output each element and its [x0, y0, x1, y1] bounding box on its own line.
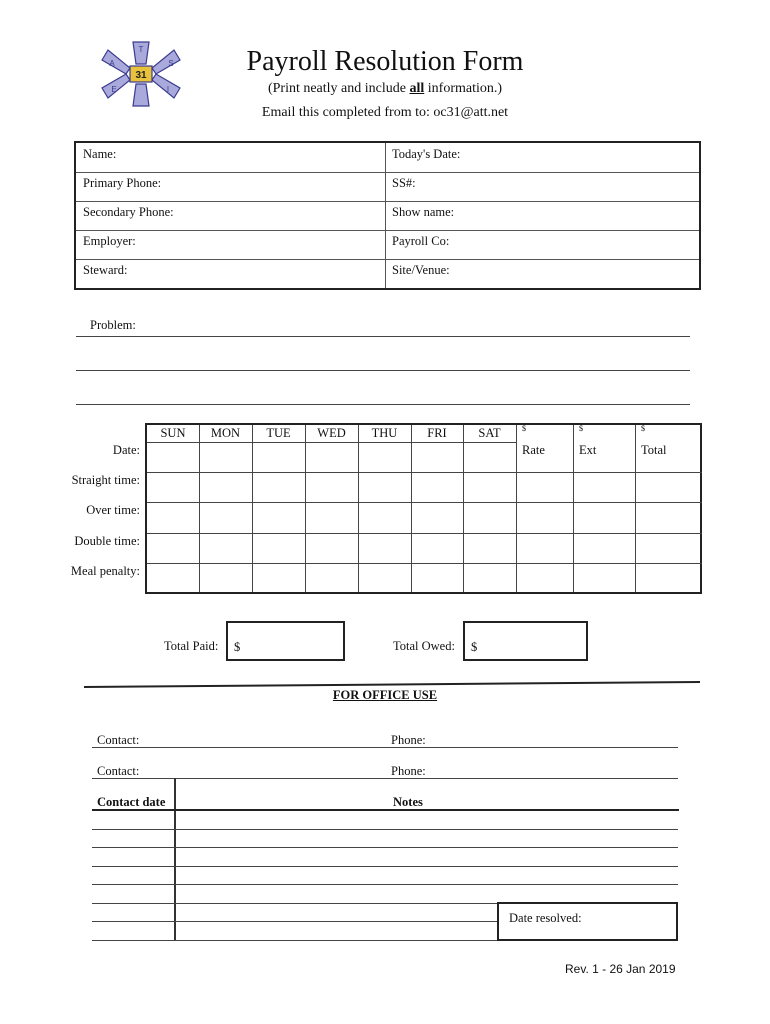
phone-label: Phone:	[391, 764, 426, 778]
total-owed-label: Total Owed:	[393, 639, 455, 653]
contact-line[interactable]	[92, 747, 678, 748]
grid-column-divider	[411, 425, 412, 592]
grid-row-divider	[147, 502, 702, 503]
total-paid-label: Total Paid:	[164, 639, 219, 653]
day-header-sat: SAT	[478, 426, 501, 440]
row-label: Date:	[112, 443, 140, 457]
logo-letter: I	[166, 85, 170, 94]
grid-column-divider	[573, 425, 574, 592]
money-header-ext: Ext	[579, 443, 597, 457]
day-header-wed: WED	[317, 426, 346, 440]
notes-line[interactable]	[92, 884, 678, 885]
email-line: Email this completed from to: oc31@att.net	[261, 105, 509, 120]
grid-column-divider	[516, 425, 517, 592]
contact-label: Contact:	[97, 733, 140, 747]
logo-number: 31	[135, 70, 147, 81]
name-field[interactable]: Name:	[83, 147, 117, 161]
notes-line[interactable]	[92, 847, 678, 848]
day-header-thu: THU	[371, 426, 398, 440]
logo-letter: E	[111, 85, 117, 94]
phone-label: Phone:	[391, 733, 426, 747]
grid-column-divider	[305, 425, 306, 592]
grid-column-divider	[463, 425, 464, 592]
total-paid-box[interactable]	[226, 621, 345, 661]
row-label: Double time:	[74, 534, 140, 548]
grid-row-divider	[147, 442, 516, 443]
page-title: Payroll Resolution Form	[246, 46, 524, 77]
notes-line[interactable]	[92, 866, 678, 867]
notes-line[interactable]	[92, 829, 678, 830]
notes-header-line	[92, 809, 679, 811]
logo-letter: S	[168, 59, 174, 68]
office-use-heading: FOR OFFICE USE	[332, 688, 438, 702]
problem-line[interactable]	[76, 404, 690, 405]
steward-field[interactable]: Steward:	[83, 263, 128, 277]
site-venue-field[interactable]: Site/Venue:	[392, 263, 450, 277]
currency-sign: $	[471, 640, 478, 654]
grid-row-divider	[147, 472, 702, 473]
row-label: Meal penalty:	[70, 564, 140, 578]
row-label: Straight time:	[71, 473, 140, 487]
day-header-fri: FRI	[427, 426, 447, 440]
currency-sign: $	[234, 640, 241, 654]
grid-column-divider	[252, 425, 253, 592]
money-marker: $	[522, 424, 526, 433]
grid-row-divider	[147, 563, 702, 564]
notes-line[interactable]	[92, 940, 497, 941]
day-header-sun: SUN	[160, 426, 186, 440]
todays-date-field[interactable]: Today's Date:	[392, 147, 461, 161]
payroll-co-field[interactable]: Payroll Co:	[392, 234, 450, 248]
grid-column-divider	[358, 425, 359, 592]
employer-field[interactable]: Employer:	[83, 234, 136, 248]
money-header-total: Total	[641, 443, 667, 457]
contact-info-box	[74, 141, 701, 290]
money-header-rate: Rate	[522, 443, 545, 457]
notes-line[interactable]	[92, 921, 497, 922]
logo-letter: A	[109, 59, 115, 68]
logo-letter: T	[138, 45, 144, 54]
row-label: Over time:	[86, 503, 140, 517]
notes-header: Notes	[393, 795, 423, 809]
grid-column-divider	[199, 425, 200, 592]
day-header-tue: TUE	[266, 426, 291, 440]
money-marker: $	[641, 424, 645, 433]
notes-column-divider	[174, 778, 176, 940]
contact-label: Contact:	[97, 764, 140, 778]
contact-date-header: Contact date	[97, 795, 166, 809]
contact-line[interactable]	[92, 778, 678, 779]
ssn-field[interactable]: SS#:	[392, 176, 416, 190]
revision-label: Rev. 1 - 26 Jan 2019	[565, 962, 676, 976]
problem-label: Problem:	[90, 318, 136, 332]
date-resolved-label: Date resolved:	[509, 911, 582, 925]
total-owed-box[interactable]	[463, 621, 588, 661]
instruction-line: (Print neatly and include all information.)	[267, 81, 503, 96]
timesheet-grid	[145, 423, 702, 594]
money-marker: $	[579, 424, 583, 433]
primary-phone-field[interactable]: Primary Phone:	[83, 176, 162, 190]
secondary-phone-field[interactable]: Secondary Phone:	[83, 205, 174, 219]
day-header-mon: MON	[210, 426, 241, 440]
grid-column-divider	[635, 425, 636, 592]
problem-line[interactable]	[76, 370, 690, 371]
show-name-field[interactable]: Show name:	[392, 205, 455, 219]
problem-line[interactable]	[76, 336, 690, 337]
grid-row-divider	[147, 533, 702, 534]
date-resolved-box[interactable]	[497, 902, 678, 941]
